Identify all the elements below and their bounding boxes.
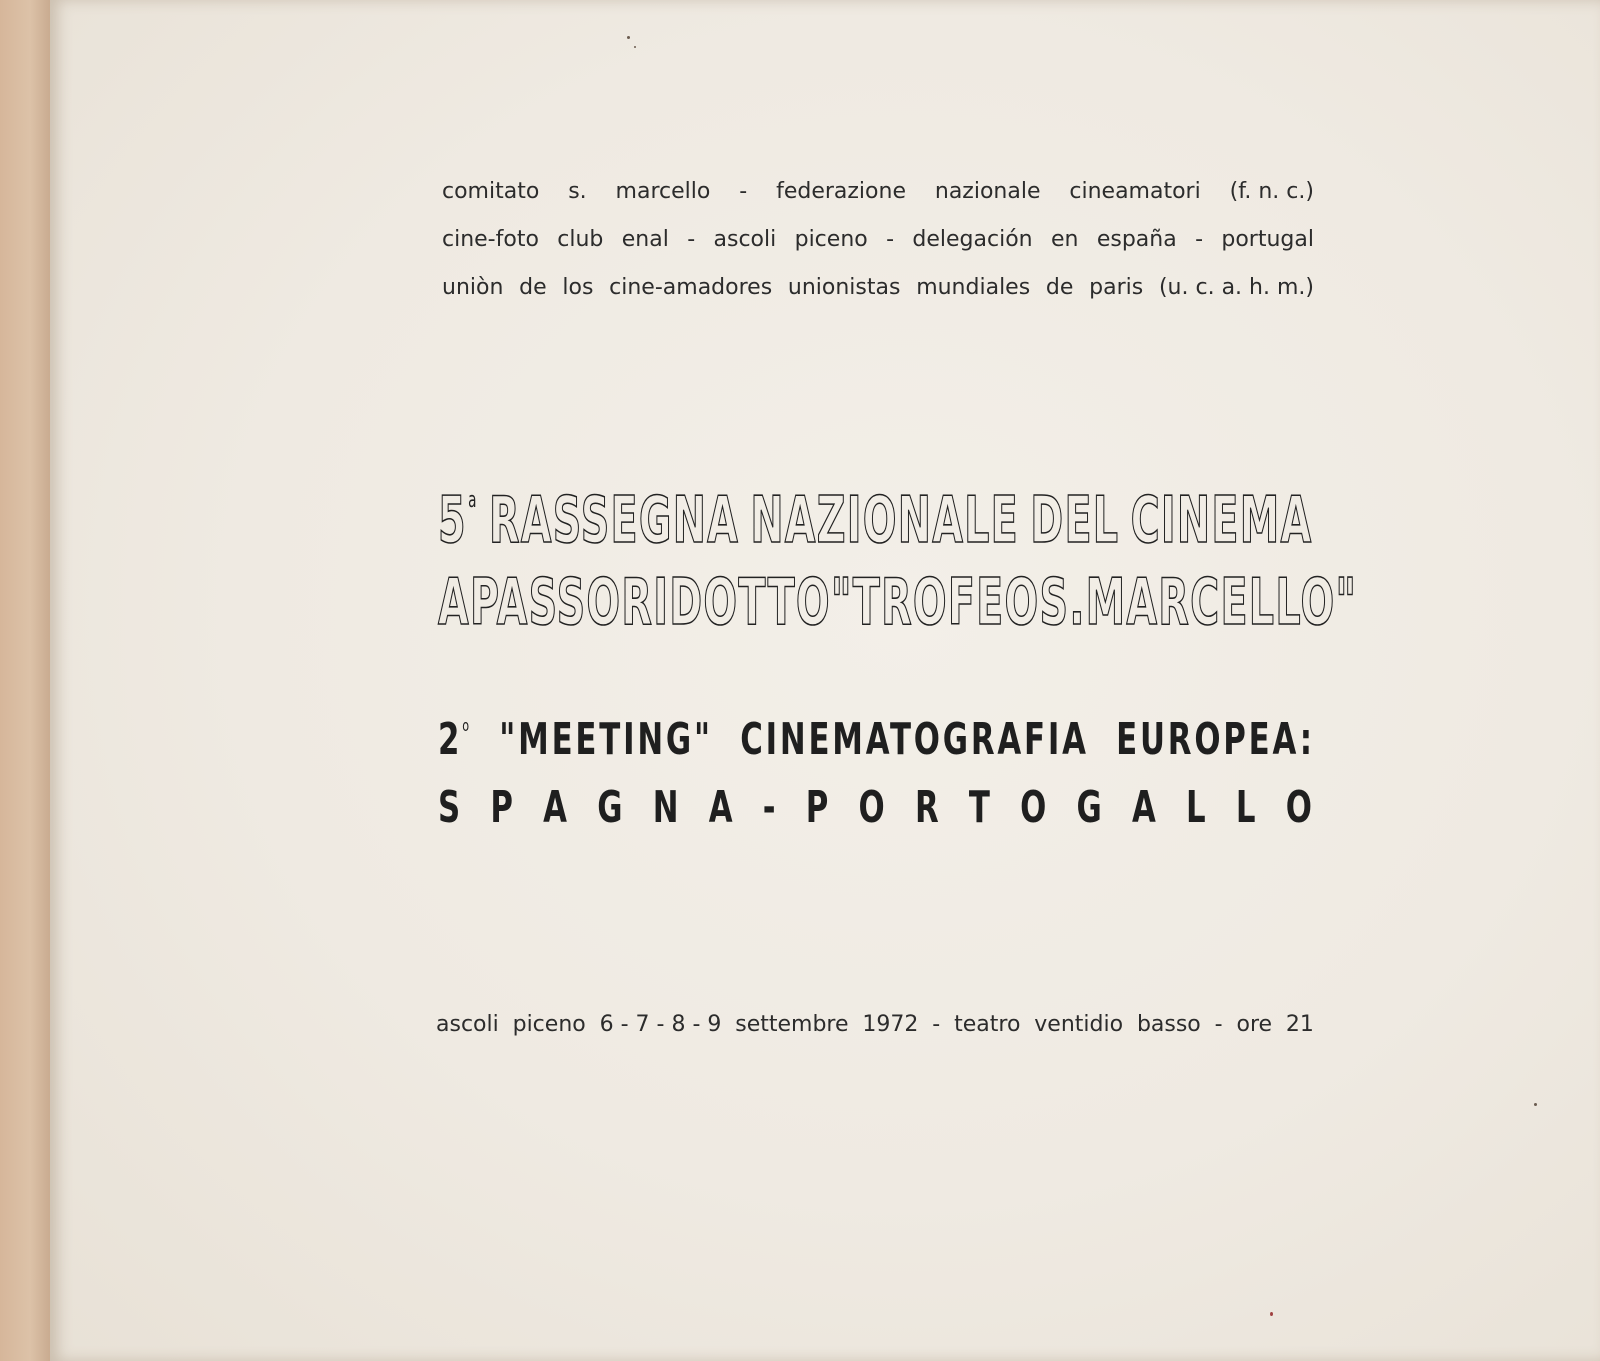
- title-word: NAZIONALE: [750, 484, 1020, 558]
- header-word: federazione: [776, 179, 906, 204]
- title-word: RASSEGNA: [488, 484, 740, 558]
- header-word: unionistas: [787, 275, 901, 300]
- paper-speck: [1270, 1312, 1273, 1316]
- footer-dates: 6 - 7 - 8 - 9: [599, 1012, 722, 1037]
- spaced-letter: L: [1186, 782, 1209, 833]
- spaced-letter: P: [490, 782, 516, 833]
- footer-word: -: [932, 1012, 941, 1037]
- footer-word: piceno: [512, 1012, 586, 1037]
- document-page: [50, 0, 1600, 1361]
- header-word: cine-foto: [442, 227, 539, 252]
- paper-speck: [634, 46, 636, 48]
- footer-word: ascoli: [436, 1012, 499, 1037]
- spaced-letter: O: [858, 782, 888, 833]
- spaced-letter: L: [1235, 782, 1259, 833]
- spaced-letter: G: [597, 782, 626, 833]
- header-line-3: [442, 264, 1314, 312]
- header-word: cine-amadores: [609, 275, 773, 300]
- title-word: "TROFEO: [830, 566, 1040, 640]
- meeting-number-superscript: o: [462, 716, 472, 735]
- header-line-1: [442, 168, 1314, 216]
- spaced-letter: T: [968, 782, 993, 833]
- meeting-subtitle: [438, 700, 1314, 836]
- meeting-number: 2$^o$: [438, 714, 472, 765]
- header-word: de: [1045, 275, 1074, 300]
- footer-year: 1972: [862, 1012, 919, 1037]
- spaced-letter: R: [914, 782, 942, 833]
- header-word: s.: [568, 179, 587, 204]
- title-number: 5$^a$: [438, 484, 478, 558]
- spaced-letter: A: [708, 782, 736, 833]
- organizers-header: [442, 168, 1314, 312]
- title-word: PASSO: [469, 566, 622, 640]
- header-word: uniòn: [442, 275, 504, 300]
- header-word: ascoli: [713, 227, 777, 252]
- footer-word: 21: [1285, 1012, 1314, 1037]
- meeting-word: CINEMATOGRAFIA: [740, 714, 1089, 765]
- header-word: portugal: [1221, 227, 1314, 252]
- main-title: [438, 474, 1358, 640]
- header-word: (u. c. a. h. m.): [1158, 275, 1314, 300]
- meeting-line-2: [438, 768, 1315, 836]
- header-word: de: [519, 275, 547, 300]
- header-word: paris: [1089, 275, 1144, 300]
- paper-speck: [1534, 1103, 1537, 1106]
- title-word: A: [438, 566, 470, 640]
- header-word: en: [1050, 227, 1079, 252]
- header-line-2: [442, 216, 1314, 264]
- header-word: cineamatori: [1069, 179, 1201, 204]
- header-word: piceno: [794, 227, 868, 252]
- spaced-letter: O: [1285, 782, 1315, 833]
- header-word: españa: [1096, 227, 1177, 252]
- paper-speck: [627, 36, 630, 39]
- title-word: MARCELLO": [1085, 566, 1358, 640]
- header-word: -: [739, 179, 748, 204]
- title-word: S.: [1039, 566, 1086, 640]
- spaced-letter: P: [805, 782, 832, 833]
- footer-word: -: [1214, 1012, 1223, 1037]
- header-word: club: [557, 227, 604, 252]
- meeting-word: EUROPEA:: [1116, 714, 1315, 765]
- header-word: -: [687, 227, 696, 252]
- event-details-footer: [436, 1012, 1314, 1037]
- header-word: los: [562, 275, 594, 300]
- spaced-letter: S: [438, 782, 463, 833]
- header-word: marcello: [615, 179, 711, 204]
- spaced-letter: N: [652, 782, 682, 833]
- binding-edge: [0, 0, 50, 1361]
- header-word: comitato: [442, 179, 540, 204]
- meeting-line-1: [438, 700, 1315, 768]
- title-line-1: [438, 474, 1312, 556]
- title-word: RIDOTTO: [621, 566, 831, 640]
- header-word: -: [1195, 227, 1204, 252]
- header-word: (f. n. c.): [1229, 179, 1314, 204]
- countries-spaced: [438, 780, 1315, 836]
- footer-word: ore: [1236, 1012, 1273, 1037]
- spaced-letter: A: [543, 782, 570, 833]
- header-word: mundiales: [916, 275, 1031, 300]
- header-word: -: [886, 227, 895, 252]
- title-word: CINEMA: [1130, 484, 1313, 558]
- spaced-letter: A: [1131, 782, 1159, 833]
- header-word: nazionale: [934, 179, 1041, 204]
- footer-word: ventidio: [1034, 1012, 1124, 1037]
- spaced-letter: -: [762, 782, 779, 833]
- title-number-superscript: a: [468, 488, 478, 513]
- title-line-2: [438, 556, 1358, 640]
- footer-word: teatro: [954, 1012, 1021, 1037]
- meeting-word: "MEETING": [499, 714, 713, 765]
- title-word: DEL: [1030, 484, 1120, 558]
- footer-word: settembre: [735, 1012, 849, 1037]
- spaced-letter: G: [1076, 782, 1105, 833]
- header-word: enal: [621, 227, 669, 252]
- header-word: delegación: [912, 227, 1033, 252]
- spaced-letter: O: [1020, 782, 1050, 833]
- footer-word: basso: [1136, 1012, 1201, 1037]
